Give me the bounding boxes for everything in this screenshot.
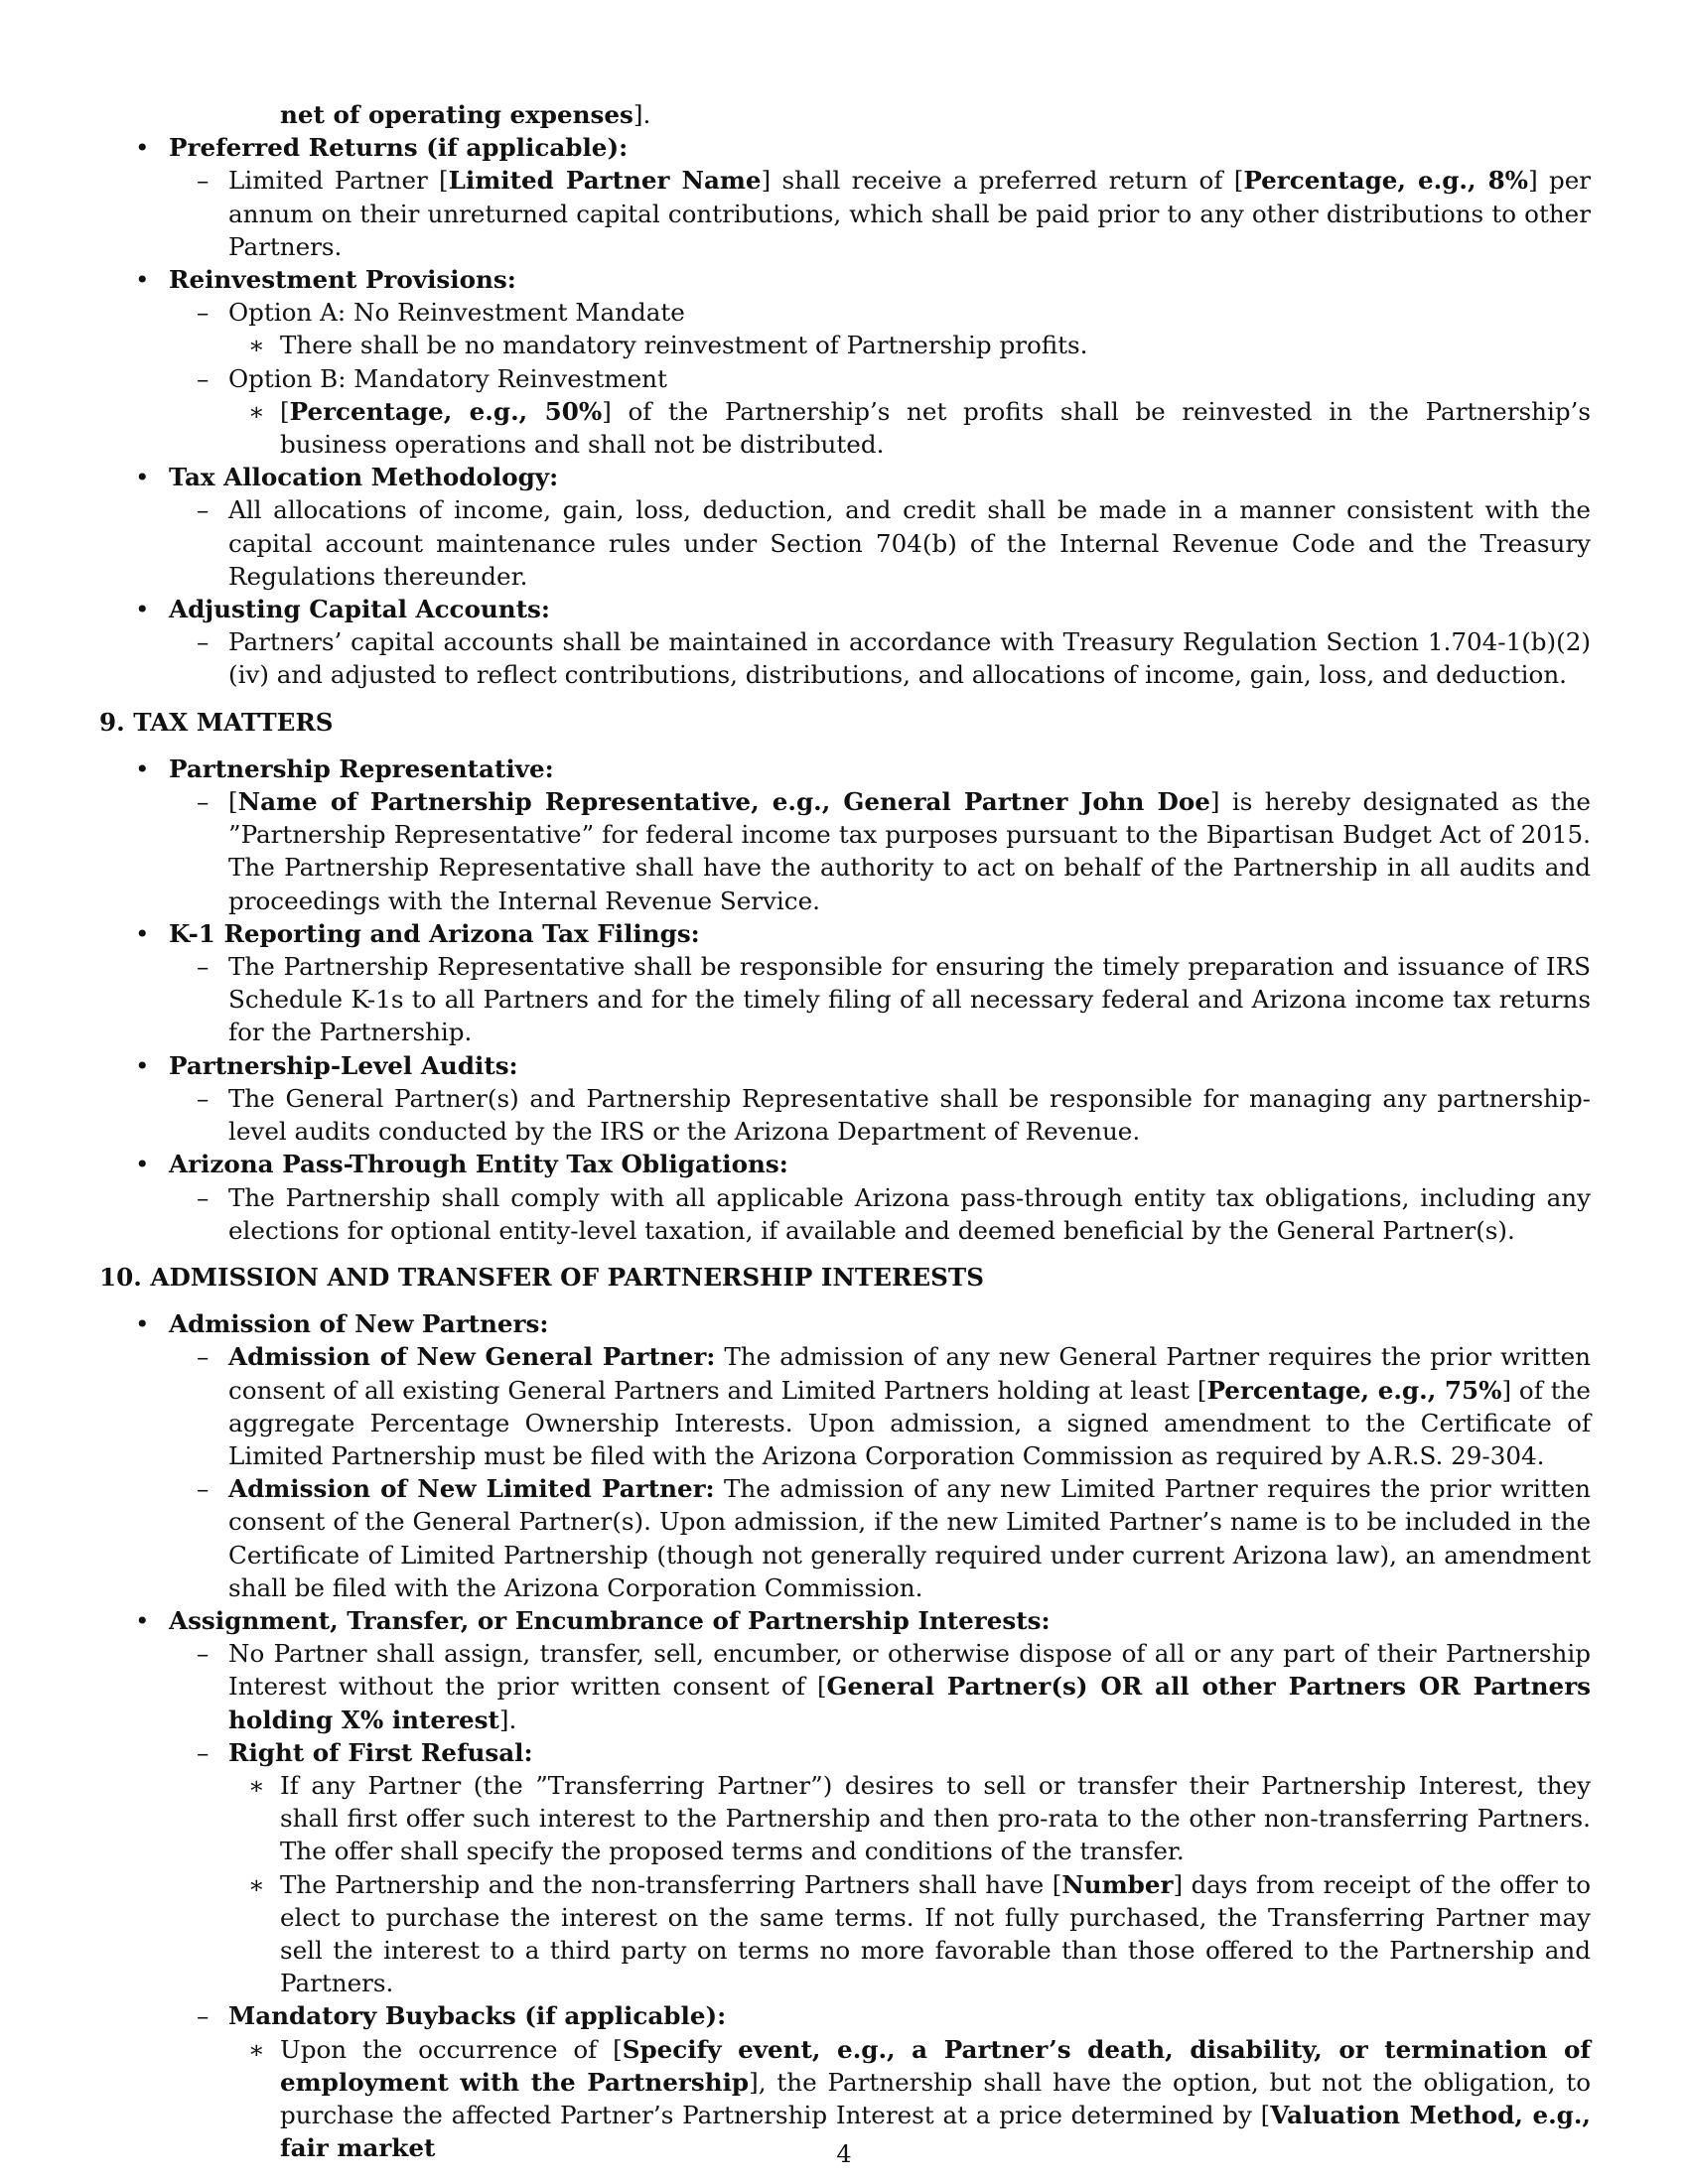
- section-title: TAX MATTERS: [133, 707, 334, 737]
- audits-item: [99, 1049, 1591, 1082]
- text-run: ] of the Partnership’s net profits shall be reinvested in the Partnership’s business operations and shall not be distributed.: [280, 396, 1591, 460]
- preferred-returns-item: [99, 131, 1591, 164]
- text-run: The General Partner(s) and Partnership Representative shall be responsible for managing any partnership-level audits conducted by the IRS or the Arizona Department of Revenue.: [228, 1083, 1591, 1147]
- tax-allocation-item: [99, 461, 1591, 493]
- assignment-label: Assignment, Transfer, or Encumbrance of Partnership Interests:: [169, 1605, 1051, 1635]
- text-run: If any Partner (the ”Transferring Partner”) desires to sell or transfer their Partnership Interest, they shall first offer such interest to the Partnership and then pro-rata to the other non-transferring Partners. The offer shall specify the proposed terms and conditions of the transfer.: [280, 1770, 1591, 1866]
- rofr-text-2: [99, 1868, 1591, 2000]
- bullet-dot: •: [135, 1605, 150, 1635]
- bullet-dot: •: [135, 1150, 150, 1179]
- bullet-dash: –: [197, 298, 210, 328]
- admission-gp-text: [99, 1340, 1591, 1472]
- text-run: ] of the aggregate Percentage Ownership Interests. Upon admission, a signed amendment to the Certificate of Limited Partnership must be filed with the Arizona Corporation Commission as required by A.R.S. 29-304.: [228, 1375, 1591, 1470]
- placeholder-bold: Number: [1061, 1869, 1174, 1899]
- partnership-rep-text: [99, 785, 1591, 917]
- bullet-dash: –: [197, 1474, 210, 1504]
- text-run: ], the Partnership shall have the option, but not the obligation, to purchase the affected Partner’s Partnership Interest at a price determined by [: [280, 2067, 1591, 2129]
- partnership-rep-label: Partnership Representative:: [169, 753, 554, 783]
- placeholder-bold: Percentage, e.g., 8%: [1243, 166, 1529, 196]
- text-run: The Partnership and the non-transferring Partners shall have [: [280, 1869, 1062, 1899]
- text-run: ].: [498, 1705, 517, 1734]
- text-run: Option A: No Reinvestment Mandate: [228, 298, 685, 328]
- pte-label: Arizona Pass-Through Entity Tax Obligations:: [169, 1150, 788, 1179]
- placeholder-bold: Percentage, e.g., 50%: [289, 396, 603, 426]
- subitem-label: Right of First Refusal:: [228, 1737, 533, 1767]
- bullet-dash: –: [197, 952, 210, 982]
- bullet-dash: –: [197, 1737, 210, 1767]
- preferred-returns-text: [99, 164, 1591, 263]
- section-9-heading: [99, 706, 1591, 739]
- admission-item: [99, 1307, 1591, 1340]
- bullet-dot: •: [135, 1050, 150, 1080]
- tax-allocation-text: [99, 493, 1591, 593]
- bullet-dot: •: [135, 595, 150, 624]
- subitem-label: Admission of New General Partner:: [228, 1342, 716, 1372]
- text-run: No Partner shall assign, transfer, sell, encumber, or otherwise dispose of all or any part of their Partnership Interest without the prior written consent of [: [228, 1639, 1591, 1702]
- text-run: The Partnership shall comply with all applicable Arizona pass-through entity tax obligations, including any elections for optional entity-level taxation, if available and deemed beneficial by the General Partner(s).: [228, 1182, 1591, 1245]
- bullet-star: ∗: [248, 1869, 265, 1899]
- audits-label: Partnership-Level Audits:: [169, 1050, 518, 1080]
- section-title: ADMISSION AND TRANSFER OF PARTNERSHIP INTERESTS: [150, 1262, 984, 1292]
- text-run: Partners’ capital accounts shall be maintained in accordance with Treasury Regulation Section 1.704-1(b)(2)(iv) and adjusted to reflect contributions, distributions, and allocations of income, gain, loss, and deduction.: [228, 627, 1591, 690]
- tax-allocation-label: Tax Allocation Methodology:: [169, 463, 559, 492]
- bullet-dash: –: [197, 787, 210, 817]
- option-a: [99, 296, 1591, 329]
- continuation-tail: ].: [633, 100, 651, 129]
- preferred-returns-label: Preferred Returns (if applicable):: [169, 133, 629, 163]
- bullet-dot: •: [135, 753, 150, 783]
- bullet-dash: –: [197, 1639, 210, 1669]
- pte-text: [99, 1181, 1591, 1247]
- text-run: [: [228, 787, 238, 817]
- placeholder-bold: Percentage, e.g., 75%: [1206, 1375, 1502, 1405]
- bullet-dash: –: [197, 1182, 210, 1212]
- text-run: Option B: Mandatory Reinvestment: [228, 363, 667, 393]
- admission-lp-text: [99, 1472, 1591, 1604]
- option-b: [99, 362, 1591, 395]
- text-run: All allocations of income, gain, loss, deduction, and credit shall be made in a manner consistent with the capital account maintenance rules under Section 704(b) of the Internal Revenue Code and the Treasury Regulations thereunder.: [228, 495, 1591, 591]
- bullet-star: ∗: [248, 396, 265, 426]
- placeholder-bold: Valuation Method, e.g., fair market: [280, 2100, 1591, 2163]
- text-run: [: [280, 396, 290, 426]
- bullet-dash: –: [197, 1342, 210, 1372]
- admission-label: Admission of New Partners:: [169, 1309, 549, 1339]
- rofr-item: [99, 1736, 1591, 1769]
- text-run: There shall be no mandatory reinvestment of Partnership profits.: [280, 331, 1088, 360]
- section-10-heading: [99, 1261, 1591, 1294]
- bullet-dash: –: [197, 363, 210, 393]
- k1-reporting-text: [99, 950, 1591, 1049]
- adjusting-capital-text: [99, 625, 1591, 691]
- bullet-dot: •: [135, 265, 150, 295]
- assignment-text: [99, 1637, 1591, 1736]
- page-number: 4: [836, 2140, 852, 2168]
- adjusting-capital-label: Adjusting Capital Accounts:: [169, 595, 550, 624]
- continuation-line: [99, 98, 1591, 131]
- bullet-star: ∗: [248, 331, 265, 360]
- bullet-star: ∗: [248, 1770, 265, 1800]
- buyback-item: [99, 1999, 1591, 2032]
- reinvestment-label: Reinvestment Provisions:: [169, 265, 516, 295]
- bullet-dot: •: [135, 463, 150, 492]
- text-run: ] shall receive a preferred return of [: [761, 166, 1244, 196]
- audits-text: [99, 1082, 1591, 1148]
- bullet-star: ∗: [248, 2034, 265, 2064]
- bullet-dot: •: [135, 133, 150, 163]
- pte-item: [99, 1148, 1591, 1180]
- section-number: 10.: [99, 1262, 142, 1292]
- placeholder-bold: General Partner(s) OR all other Partners OR Partners holding X% interest: [228, 1672, 1591, 1734]
- option-b-text: [99, 395, 1591, 461]
- subitem-label: Mandatory Buybacks (if applicable):: [228, 2001, 727, 2031]
- k1-reporting-label: K-1 Reporting and Arizona Tax Filings:: [169, 918, 700, 948]
- text-run: Upon the occurrence of [: [280, 2034, 623, 2064]
- continuation-bold: net of operating expenses: [280, 100, 633, 129]
- partnership-rep-item: [99, 752, 1591, 785]
- reinvestment-item: [99, 263, 1591, 296]
- bullet-dash: –: [197, 627, 210, 657]
- bullet-dash: –: [197, 1083, 210, 1113]
- bullet-dash: –: [197, 2001, 210, 2031]
- text-run: The admission of any new Limited Partner requires the prior written consent of the General Partner(s). Upon admission, if the new Limited Partner’s name is to be included in the Certificate of Limited Partnership (though not generally required under current Arizona law), an amendment shall be filed with the Arizona Corporation Commission.: [228, 1474, 1591, 1602]
- page-body: [99, 98, 1591, 2164]
- bullet-dot: •: [135, 1309, 150, 1339]
- k1-reporting-item: [99, 917, 1591, 950]
- subitem-label: Admission of New Limited Partner:: [228, 1474, 715, 1504]
- text-run: ] per annum on their unreturned capital contributions, which shall be paid prior to any other distributions to other Partners.: [228, 166, 1592, 261]
- placeholder-bold: Limited Partner Name: [448, 166, 762, 196]
- text-run: ] days from receipt of the offer to elect to purchase the interest on the same terms. If not fully purchased, the Transferring Partner may sell the interest to a third party on terms no more favorable than those offered to the Partnership and Partners.: [280, 1869, 1592, 1998]
- text-run: The Partnership Representative shall be responsible for ensuring the timely preparation and issuance of IRS Schedule K-1s to all Partners and for the timely filing of all necessary federal and Arizona income tax returns for the Partnership.: [228, 952, 1591, 1047]
- text-run: Limited Partner [: [228, 166, 449, 196]
- bullet-dash: –: [197, 495, 210, 525]
- placeholder-bold: Specify event, e.g., a Partner’s death, disability, or termination of employment with the Partnership: [280, 2034, 1591, 2097]
- assignment-item: [99, 1604, 1591, 1637]
- text-run: ] is hereby designated as the ”Partnership Representative” for federal income tax purposes pursuant to the Bipartisan Budget Act of 2015. The Partnership Representative shall have the authority to act on behalf of the Partnership in all audits and proceedings with the Internal Revenue Service.: [228, 787, 1591, 915]
- bullet-dot: •: [135, 918, 150, 948]
- rofr-text-1: [99, 1769, 1591, 1868]
- placeholder-bold: Name of Partnership Representative, e.g., General Partner John Doe: [237, 787, 1210, 817]
- adjusting-capital-item: [99, 593, 1591, 625]
- bullet-dash: –: [197, 166, 210, 196]
- section-number: 9.: [99, 707, 125, 737]
- option-a-text: [99, 329, 1591, 361]
- text-run: The admission of any new General Partner requires the prior written consent of all existing General Partners and Limited Partners holding at least [: [228, 1342, 1591, 1405]
